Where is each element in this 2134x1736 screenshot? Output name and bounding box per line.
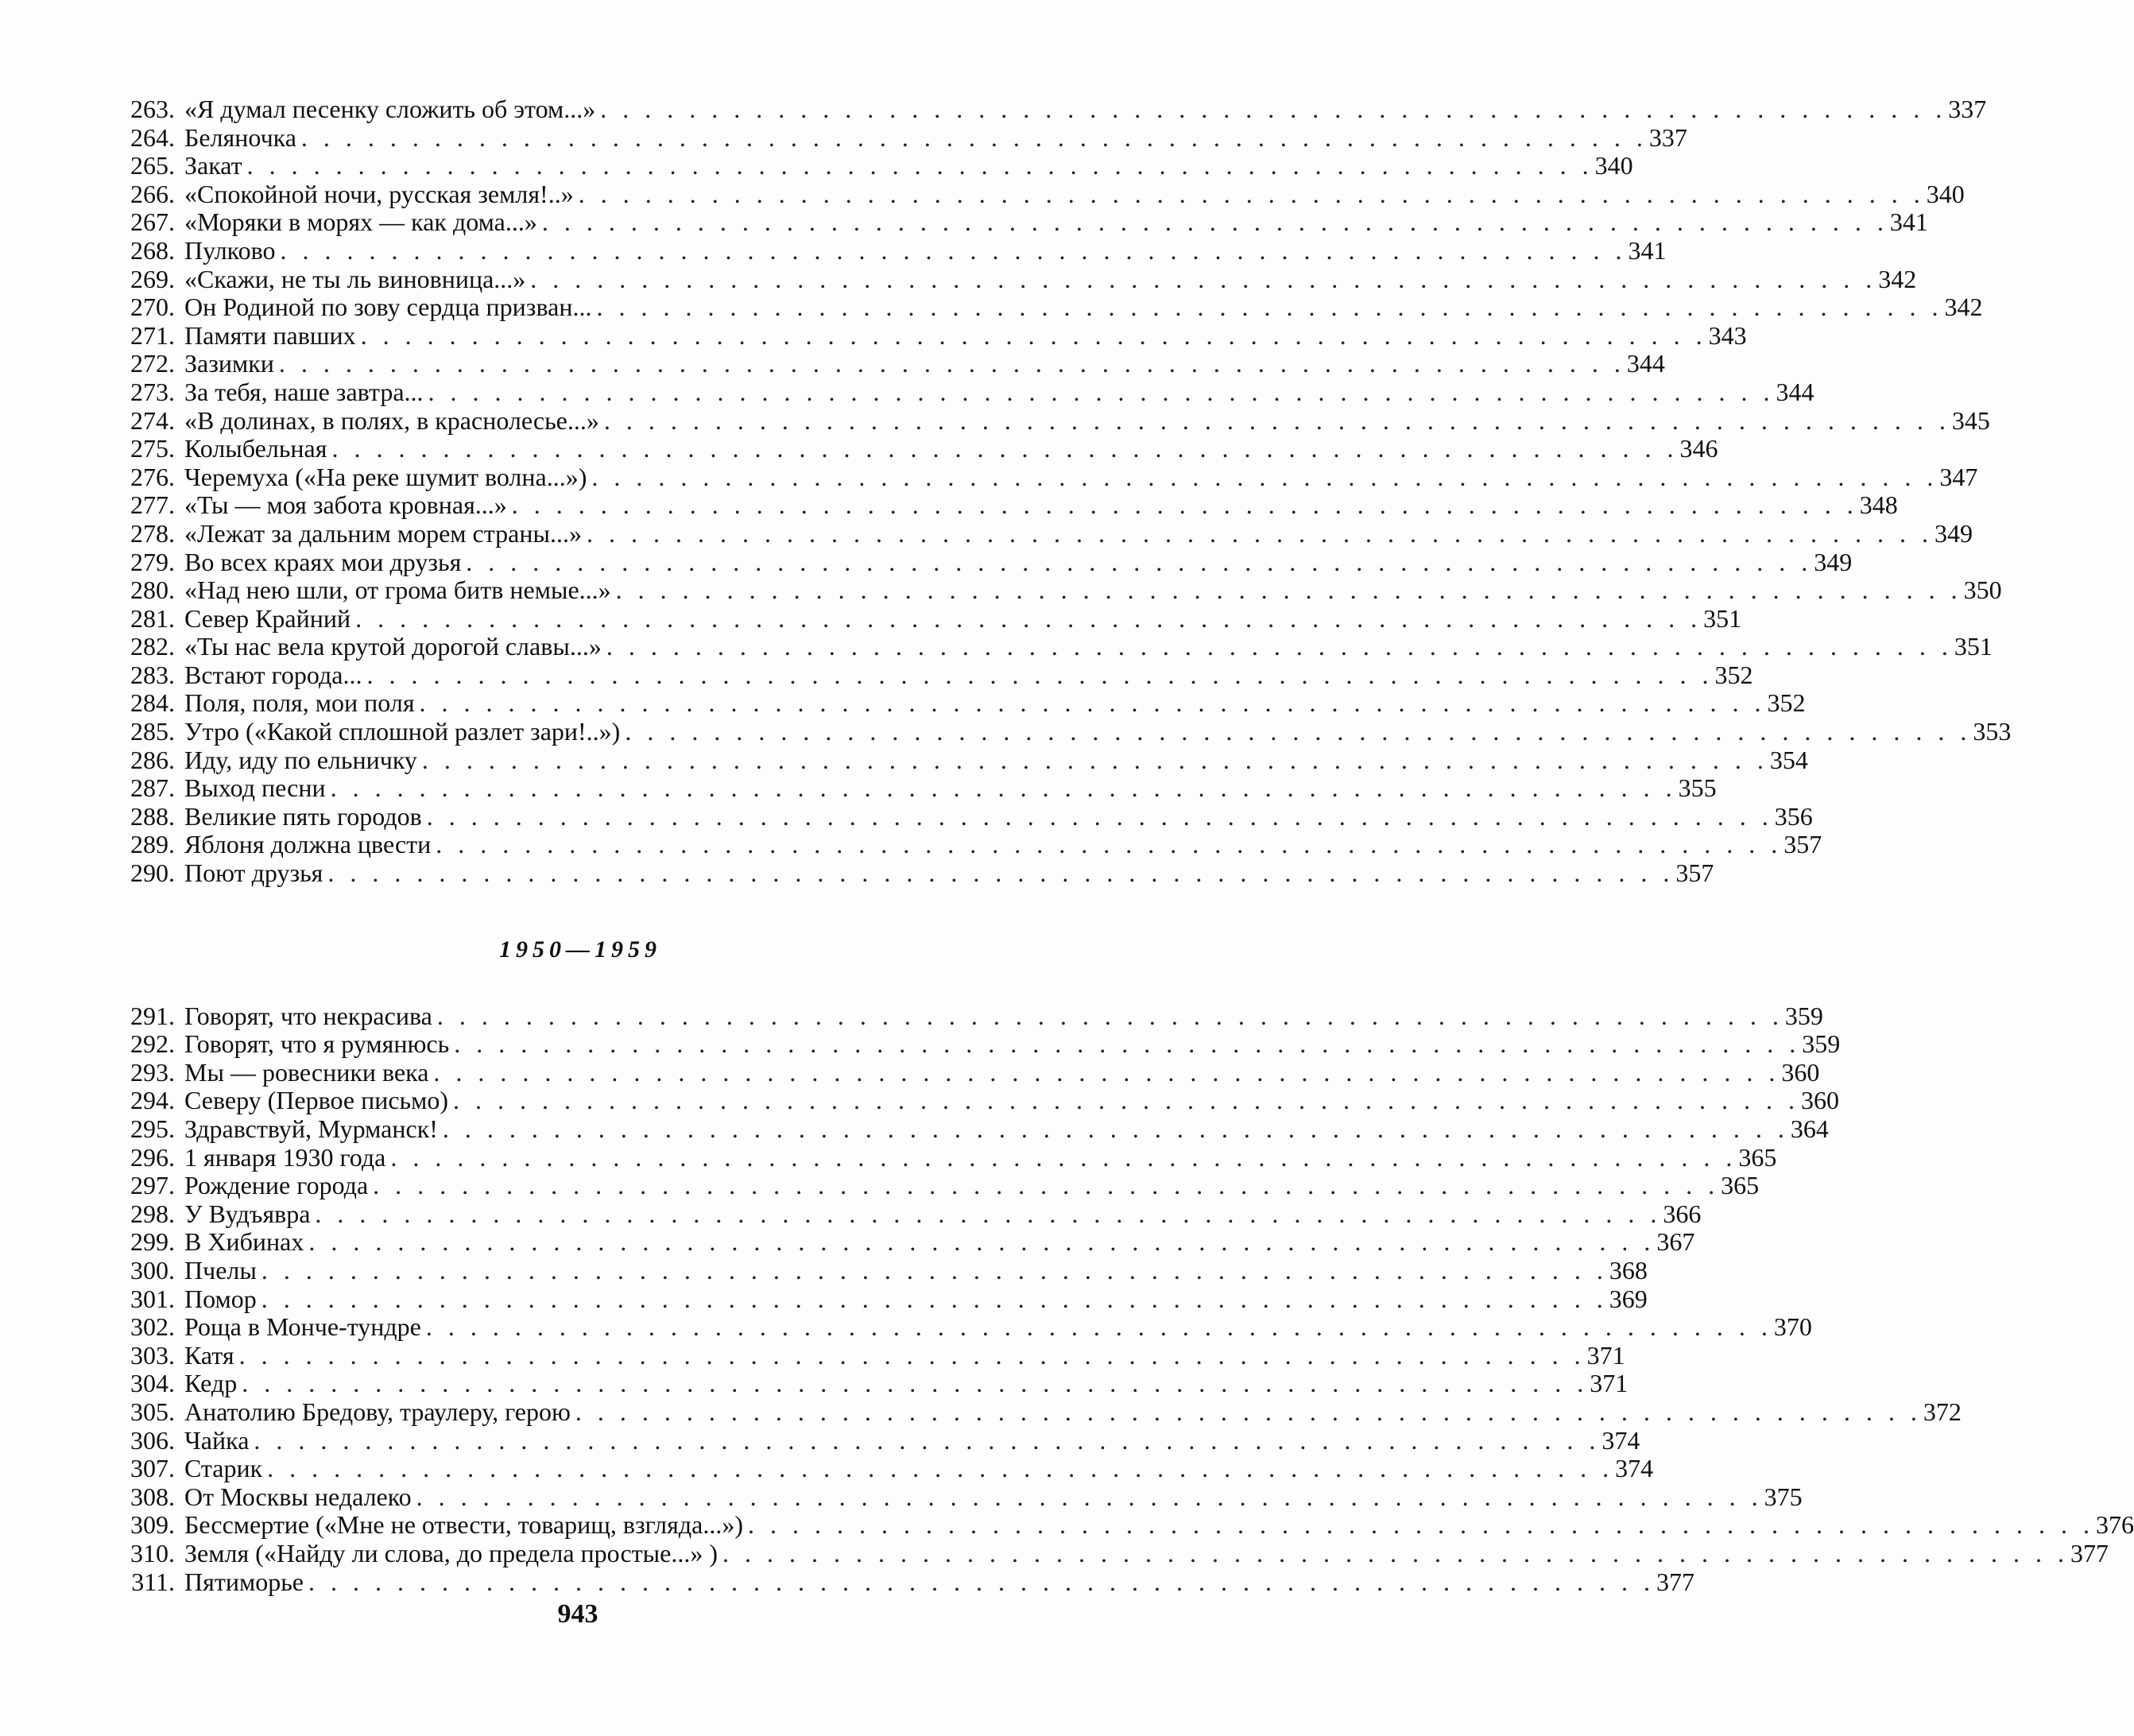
entry-number: 286.	[130, 745, 175, 774]
dot-leader	[595, 95, 1942, 124]
entry-title: Говорят, что некрасива	[184, 1001, 432, 1030]
entry-title: Бессмертие («Мне не отвести, товарищ, взгляда...»)	[184, 1510, 743, 1540]
dot-leader	[368, 1172, 1714, 1200]
dot-leader	[422, 803, 1768, 831]
toc-entry	[115, 801, 1813, 831]
dot-leader	[274, 350, 1621, 378]
entry-page: 356	[1774, 801, 1813, 831]
dot-leader	[275, 237, 1621, 265]
entry-title: 1 января 1930 года	[184, 1142, 386, 1172]
entry-number: 278.	[130, 518, 175, 548]
entry-title: «Моряки в морях — как дома...»	[184, 207, 537, 237]
toc-entry	[115, 660, 1753, 690]
entry-number: 263.	[130, 95, 175, 123]
entry-number: 304.	[130, 1369, 175, 1398]
toc-list-1940s	[115, 95, 2012, 888]
page-number: 943	[557, 1599, 598, 1629]
entry-number: 292.	[130, 1029, 175, 1059]
entry-page: 352	[1714, 660, 1753, 689]
entry-page: 359	[1784, 1001, 1823, 1030]
entry-page: 366	[1663, 1199, 1702, 1228]
entry-number: 264.	[130, 122, 175, 152]
toc-entry	[115, 349, 1665, 378]
entry-page: 340	[1594, 151, 1633, 180]
entry-page: 376	[2095, 1510, 2134, 1540]
toc-entry	[115, 1538, 2109, 1568]
entry-page: 342	[1878, 264, 1917, 293]
entry-title: Иду, иду по ельничку	[184, 745, 417, 774]
entry-number: 299.	[130, 1227, 175, 1257]
toc-entry	[115, 462, 1978, 492]
entry-page: 370	[1773, 1312, 1812, 1342]
toc-page	[115, 95, 2134, 1596]
dot-leader	[432, 1002, 1779, 1031]
entry-page: 377	[1656, 1567, 1694, 1596]
dot-leader	[743, 1511, 2089, 1540]
entry-number: 282.	[130, 632, 175, 661]
entry-number: 276.	[130, 462, 175, 491]
entry-title: «Скажи, не ты ль виновница...»	[184, 264, 526, 293]
entry-page: 346	[1679, 434, 1718, 463]
toc-entry	[115, 575, 2002, 605]
entry-page: 365	[1721, 1171, 1760, 1200]
toc-entry	[115, 1397, 1962, 1427]
entry-page: 352	[1767, 688, 1806, 718]
toc-entry	[115, 1369, 1629, 1398]
entry-title: Мы — ровесники века	[184, 1057, 429, 1087]
entry-number: 293.	[130, 1057, 175, 1087]
entry-page: 374	[1601, 1425, 1640, 1455]
entry-page: 360	[1801, 1086, 1840, 1115]
toc-entry	[115, 773, 1717, 803]
toc-entry	[115, 1199, 1702, 1229]
entry-number: 294.	[130, 1086, 175, 1115]
dot-leader	[362, 661, 1708, 690]
entry-number: 279.	[130, 547, 175, 576]
toc-entry	[115, 434, 1718, 463]
toc-entry	[115, 377, 1814, 407]
entry-number: 284.	[130, 688, 175, 718]
entry-number: 269.	[130, 264, 175, 293]
entry-title: Выход песни	[184, 773, 326, 803]
entry-title: Пчелы	[184, 1255, 257, 1285]
entry-number: 272.	[130, 349, 175, 378]
entry-number: 290.	[130, 858, 175, 888]
entry-title: Памяти павших	[184, 320, 356, 350]
entry-title: Земля («Найду ли слова, до предела простые...» )	[184, 1538, 718, 1567]
dot-leader	[327, 435, 1673, 463]
dot-leader	[591, 293, 1938, 322]
toc-entry	[115, 830, 1822, 859]
toc-entry	[115, 1057, 1820, 1087]
dot-leader	[587, 463, 1933, 492]
entry-page: 359	[1802, 1029, 1841, 1059]
toc-entry	[115, 207, 1928, 237]
entry-page: 342	[1944, 293, 1983, 322]
dot-leader	[242, 152, 1589, 180]
entry-title: Беляночка	[184, 122, 296, 152]
toc-entry	[115, 1425, 1640, 1455]
toc-entry	[115, 745, 1808, 775]
toc-entry	[115, 1482, 1803, 1512]
dot-leader	[356, 322, 1702, 351]
entry-page: 374	[1615, 1454, 1654, 1483]
entry-page: 351	[1703, 603, 1742, 633]
entry-title: «Ты нас вела крутой дорогой славы...»	[184, 632, 602, 661]
entry-number: 310.	[130, 1538, 175, 1567]
entry-number: 268.	[130, 235, 175, 265]
toc-entry	[115, 717, 2012, 746]
toc-entry	[115, 1142, 1777, 1172]
entry-number: 288.	[130, 801, 175, 831]
entry-number: 265.	[130, 151, 175, 180]
dot-leader	[385, 1144, 1732, 1172]
entry-page: 371	[1586, 1340, 1625, 1370]
dot-leader	[424, 378, 1770, 407]
entry-title: Великие пять городов	[184, 801, 422, 831]
entry-title: Катя	[184, 1340, 234, 1370]
entry-title: «Лежат за дальним морем страны...»	[184, 518, 582, 548]
entry-title: В Хибинах	[184, 1227, 304, 1257]
toc-entry	[115, 547, 1853, 577]
entry-page: 340	[1926, 179, 1965, 208]
entry-title: Яблоня должна цвести	[184, 830, 432, 859]
entry-title: Север Крайний	[184, 603, 351, 633]
toc-entry	[115, 688, 1806, 718]
entry-number: 274.	[130, 405, 175, 435]
dot-leader	[431, 831, 1777, 859]
entry-page: 375	[1764, 1482, 1803, 1511]
entry-title: Закат	[184, 151, 242, 180]
dot-leader	[296, 124, 1643, 153]
entry-title: Северу (Первое письмо)	[184, 1086, 449, 1115]
dot-leader	[602, 633, 1948, 661]
toc-entry	[115, 1227, 1695, 1257]
toc-entry	[115, 1171, 1760, 1200]
toc-entry	[115, 405, 1990, 436]
dot-leader	[249, 1427, 1595, 1455]
toc-entry	[115, 293, 1983, 322]
entry-title: Черемуха («На реке шумит волна...»)	[184, 462, 587, 491]
dot-leader	[262, 1455, 1609, 1483]
entry-page: 337	[1948, 95, 1987, 123]
entry-page: 360	[1781, 1057, 1820, 1087]
dot-leader	[461, 548, 1807, 577]
entry-title: Помор	[184, 1284, 257, 1313]
entry-title: Пулково	[184, 235, 276, 265]
toc-entry	[115, 1284, 1648, 1314]
entry-page: 348	[1859, 490, 1898, 520]
entry-page: 341	[1889, 207, 1928, 237]
dot-leader	[323, 859, 1669, 888]
entry-number: 287.	[130, 773, 175, 803]
entry-title: Старик	[184, 1454, 263, 1483]
entry-page: 367	[1656, 1227, 1695, 1257]
entry-number: 300.	[130, 1255, 175, 1285]
dot-leader	[326, 774, 1672, 803]
dot-leader	[611, 576, 1958, 605]
entry-page: 351	[1954, 632, 1993, 661]
dot-leader	[507, 491, 1853, 520]
entry-page: 341	[1628, 235, 1667, 265]
entry-page: 350	[1963, 575, 2002, 605]
entry-title: От Москвы недалеко	[184, 1482, 412, 1511]
entry-title: «В долинах, в полях, в краснолесье...»	[184, 405, 599, 435]
entry-page: 365	[1738, 1142, 1777, 1172]
entry-number: 266.	[130, 179, 175, 208]
dot-leader	[537, 208, 1884, 237]
entry-page: 349	[1934, 518, 1973, 548]
entry-title: Роща в Монче-тундре	[184, 1312, 421, 1342]
entry-page: 368	[1609, 1255, 1648, 1285]
dot-leader	[449, 1030, 1795, 1059]
toc-entry	[115, 1567, 1694, 1597]
dot-leader	[417, 746, 1764, 775]
entry-title: Зазимки	[184, 349, 274, 378]
entry-number: 289.	[130, 830, 175, 859]
entry-number: 283.	[130, 660, 175, 689]
dot-leader	[599, 407, 1946, 436]
entry-title: Встают города...	[184, 660, 362, 689]
toc-entry	[115, 122, 1687, 153]
entry-page: 354	[1769, 745, 1808, 774]
dot-leader	[304, 1228, 1650, 1257]
dot-leader	[304, 1568, 1650, 1597]
entry-page: 371	[1590, 1369, 1629, 1398]
toc-entry	[115, 1454, 1654, 1483]
entry-page: 345	[1951, 405, 1990, 435]
dot-leader	[718, 1540, 2064, 1568]
dot-leader	[438, 1115, 1784, 1144]
entry-number: 298.	[130, 1199, 175, 1228]
entry-page: 372	[1923, 1397, 1962, 1426]
entry-number: 295.	[130, 1114, 175, 1143]
dot-leader	[574, 180, 1920, 209]
toc-entry	[115, 235, 1667, 265]
dot-leader	[234, 1342, 1581, 1370]
entry-number: 273.	[130, 377, 175, 406]
entry-page: 357	[1675, 858, 1714, 888]
entry-title: «Ты — моя забота кровная...»	[184, 490, 507, 520]
toc-entry	[115, 518, 1973, 548]
entry-page: 347	[1939, 462, 1978, 491]
toc-entry	[115, 1114, 1829, 1144]
dot-leader	[310, 1200, 1656, 1229]
entry-title: Чайка	[184, 1425, 250, 1455]
entry-number: 296.	[130, 1142, 175, 1172]
entry-page: 343	[1708, 320, 1747, 350]
entry-number: 311.	[131, 1567, 175, 1596]
entry-number: 306.	[130, 1425, 175, 1455]
entry-number: 277.	[130, 490, 175, 520]
section-heading: 1950—1959	[499, 936, 661, 963]
toc-list-1950s	[115, 1001, 2134, 1596]
toc-entry	[115, 264, 1917, 294]
entry-title: «Спокойной ночи, русская земля!..»	[184, 179, 574, 208]
entry-title: Он Родиной по зову сердца призван...	[184, 293, 592, 322]
entry-title: Говорят, что я румянюсь	[184, 1029, 450, 1059]
entry-page: 337	[1648, 122, 1687, 152]
toc-entry	[115, 95, 1987, 124]
entry-number: 309.	[130, 1510, 175, 1540]
dot-leader	[412, 1483, 1758, 1512]
entry-page: 377	[2070, 1538, 2109, 1567]
entry-number: 297.	[130, 1171, 175, 1200]
entry-title: «Я думал песенку сложить об этом...»	[184, 95, 596, 123]
toc-entry	[115, 858, 1714, 888]
entry-page: 355	[1678, 773, 1717, 803]
entry-number: 281.	[130, 603, 175, 633]
entry-title: Кедр	[184, 1369, 238, 1398]
entry-number: 302.	[130, 1312, 175, 1342]
toc-entry	[115, 1510, 2134, 1540]
entry-title: «Над нею шли, от грома битв немые...»	[184, 575, 611, 605]
entry-title: Во всех краях мои друзья	[184, 547, 462, 576]
entry-number: 303.	[130, 1340, 175, 1370]
toc-entry	[115, 1086, 1840, 1115]
entry-page: 357	[1783, 830, 1822, 859]
dot-leader	[415, 689, 1761, 718]
entry-number: 280.	[130, 575, 175, 605]
entry-title: Утро («Какой сплошной разлет зари!..»)	[184, 717, 621, 746]
entry-page: 349	[1814, 547, 1853, 576]
entry-page: 344	[1776, 377, 1814, 406]
dot-leader	[525, 265, 1872, 294]
toc-entry	[115, 179, 1965, 209]
entry-page: 353	[1973, 717, 2012, 746]
dot-leader	[351, 605, 1697, 634]
entry-number: 305.	[130, 1397, 175, 1426]
toc-entry	[115, 1001, 1823, 1031]
entry-page: 369	[1609, 1284, 1648, 1313]
entry-page: 364	[1790, 1114, 1829, 1143]
entry-number: 307.	[130, 1454, 175, 1483]
entry-title: Поля, поля, мои поля	[184, 688, 415, 718]
entry-title: Анатолию Бредову, траулеру, герою	[184, 1397, 571, 1426]
toc-entry	[115, 490, 1898, 520]
dot-leader	[237, 1370, 1583, 1398]
dot-leader	[257, 1285, 1603, 1314]
dot-leader	[421, 1313, 1768, 1342]
entry-number: 308.	[130, 1482, 175, 1511]
toc-entry	[115, 1029, 1841, 1059]
toc-entry	[115, 1312, 1812, 1342]
entry-number: 270.	[130, 293, 175, 322]
entry-title: Поют друзья	[184, 858, 323, 888]
dot-leader	[448, 1087, 1795, 1115]
toc-entry	[115, 1255, 1648, 1285]
dot-leader	[582, 520, 1928, 548]
entry-title: Колыбельная	[184, 434, 327, 463]
entry-number: 291.	[130, 1001, 175, 1030]
toc-entry	[115, 1340, 1625, 1370]
toc-entry	[115, 632, 1993, 661]
toc-entry	[115, 151, 1633, 180]
entry-page: 344	[1626, 349, 1665, 378]
entry-number: 267.	[130, 207, 175, 237]
entry-title: Здравствуй, Мурманск!	[184, 1114, 438, 1143]
dot-leader	[620, 718, 1966, 746]
entry-number: 301.	[130, 1284, 175, 1313]
entry-title: За тебя, наше завтра...	[184, 377, 424, 406]
entry-number: 271.	[130, 320, 175, 350]
dot-leader	[428, 1059, 1775, 1087]
entry-title: У Вудъявра	[184, 1199, 311, 1228]
dot-leader	[257, 1257, 1603, 1285]
toc-entry	[115, 603, 1742, 634]
entry-number: 285.	[130, 717, 175, 746]
entry-title: Рождение города	[184, 1171, 369, 1200]
entry-number: 275.	[130, 434, 175, 463]
dot-leader	[571, 1398, 1917, 1427]
entry-title: Пятиморье	[184, 1567, 304, 1596]
toc-entry	[115, 320, 1747, 351]
